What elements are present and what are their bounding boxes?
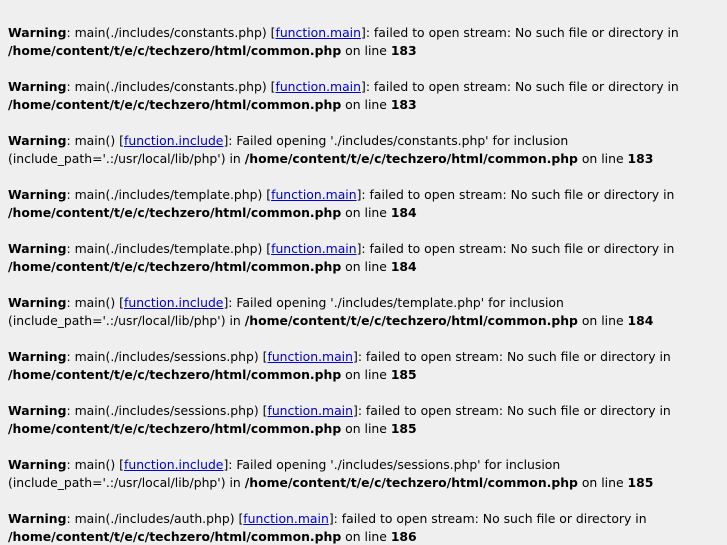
warning-label: Warning (8, 241, 67, 256)
warning-text: on line (341, 43, 391, 58)
warning-message (8, 240, 723, 276)
warning-label: Warning (8, 295, 67, 310)
warning-label: Warning (8, 133, 67, 148)
warning-message (8, 456, 723, 492)
line-number: 183 (390, 43, 417, 58)
warning-text: ]: failed to open stream: No such file or directory in (356, 187, 675, 202)
warning-text: ]: failed to open stream: No such file or directory in (360, 25, 679, 40)
file-path: /home/content/t/e/c/techzero/html/common.php (244, 475, 578, 490)
warning-text: ]: Failed opening './includes/sessions.php' for inclusion (include_path='.:/usr/local/lib/php') in (8, 457, 561, 490)
warning-label: Warning (8, 511, 67, 526)
line-number: 186 (390, 529, 417, 544)
file-path: /home/content/t/e/c/techzero/html/common.php (244, 151, 578, 166)
warning-text: : main(./includes/template.php) [ (66, 241, 272, 256)
warning-message (8, 294, 723, 330)
warning-text: on line (341, 367, 391, 382)
line-number: 184 (390, 259, 417, 274)
warning-text: : main() [ (66, 457, 124, 472)
function-include-link[interactable]: function.include (123, 295, 224, 310)
file-path: /home/content/t/e/c/techzero/html/common.php (8, 97, 342, 112)
warning-text: on line (577, 475, 628, 490)
function-main-link[interactable]: function.main (275, 79, 361, 94)
warning-message (8, 186, 723, 222)
warning-label: Warning (8, 25, 67, 40)
function-main-link[interactable]: function.main (243, 511, 329, 526)
warning-text: on line (577, 313, 628, 328)
warning-text: ]: failed to open stream: No such file or directory in (352, 349, 671, 364)
warning-text: ]: failed to open stream: No such file or directory in (360, 79, 679, 94)
warning-text: on line (341, 529, 391, 544)
warning-text: ]: failed to open stream: No such file or directory in (352, 403, 671, 418)
warning-text: ]: Failed opening './includes/template.php' for inclusion (include_path='.:/usr/local/lib/php') in (8, 295, 564, 328)
line-number: 185 (627, 475, 654, 490)
function-main-link[interactable]: function.main (275, 25, 361, 40)
file-path: /home/content/t/e/c/techzero/html/common.php (8, 421, 342, 436)
warning-message (8, 78, 723, 114)
warning-text: : main(./includes/auth.php) [ (66, 511, 244, 526)
warning-message (8, 510, 723, 545)
line-number: 183 (390, 97, 417, 112)
function-main-link[interactable]: function.main (267, 349, 353, 364)
function-include-link[interactable]: function.include (123, 457, 224, 472)
line-number: 183 (627, 151, 654, 166)
function-main-link[interactable]: function.main (267, 403, 353, 418)
warning-text: : main(./includes/sessions.php) [ (66, 349, 268, 364)
warning-label: Warning (8, 79, 67, 94)
warning-text: : main() [ (66, 133, 124, 148)
warning-label: Warning (8, 349, 67, 364)
warning-text: : main(./includes/constants.php) [ (66, 25, 276, 40)
warning-text: on line (341, 259, 391, 274)
warning-label: Warning (8, 457, 67, 472)
function-main-link[interactable]: function.main (271, 241, 357, 256)
warning-text: on line (341, 97, 391, 112)
warning-text: : main() [ (66, 295, 124, 310)
file-path: /home/content/t/e/c/techzero/html/common.php (244, 313, 578, 328)
file-path: /home/content/t/e/c/techzero/html/common.php (8, 205, 342, 220)
function-main-link[interactable]: function.main (271, 187, 357, 202)
line-number: 185 (390, 367, 417, 382)
warning-text: on line (577, 151, 628, 166)
function-include-link[interactable]: function.include (123, 133, 224, 148)
warning-message (8, 348, 723, 384)
warning-text: on line (341, 421, 391, 436)
line-number: 185 (390, 421, 417, 436)
warning-message (8, 402, 723, 438)
file-path: /home/content/t/e/c/techzero/html/common.php (8, 529, 342, 544)
warning-text: ]: failed to open stream: No such file or directory in (328, 511, 647, 526)
warning-text: on line (341, 205, 391, 220)
warning-text: : main(./includes/template.php) [ (66, 187, 272, 202)
line-number: 184 (627, 313, 654, 328)
file-path: /home/content/t/e/c/techzero/html/common.php (8, 43, 342, 58)
warning-message (8, 24, 723, 60)
file-path: /home/content/t/e/c/techzero/html/common.php (8, 259, 342, 274)
warning-label: Warning (8, 187, 67, 202)
line-number: 184 (390, 205, 417, 220)
file-path: /home/content/t/e/c/techzero/html/common.php (8, 367, 342, 382)
warning-text: : main(./includes/sessions.php) [ (66, 403, 268, 418)
warning-message (8, 132, 723, 168)
warning-text: ]: failed to open stream: No such file or directory in (356, 241, 675, 256)
warning-text: : main(./includes/constants.php) [ (66, 79, 276, 94)
warning-label: Warning (8, 403, 67, 418)
warning-text: ]: Failed opening './includes/constants.php' for inclusion (include_path='.:/usr/local/lib/php') in (8, 133, 569, 166)
